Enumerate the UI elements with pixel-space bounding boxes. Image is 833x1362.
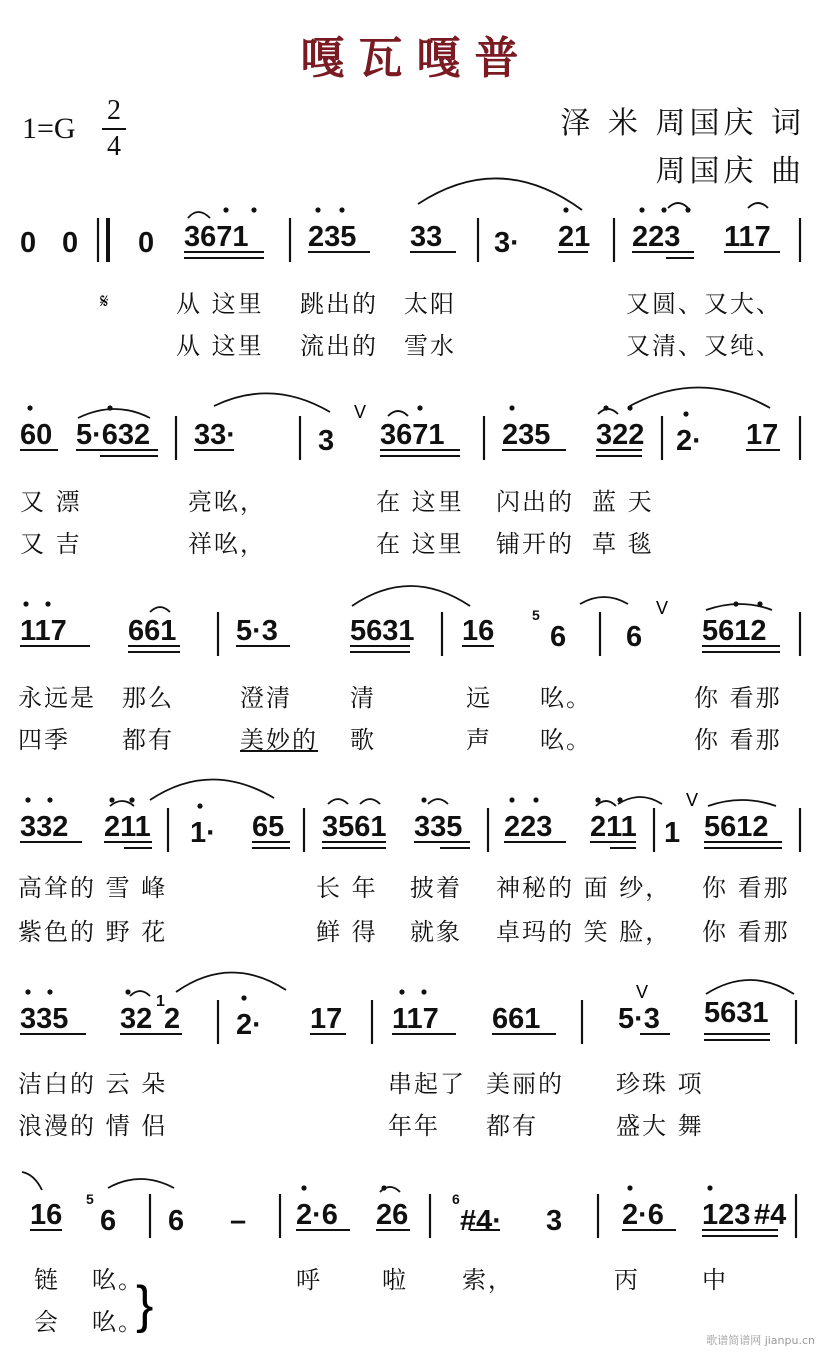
- note: 5·3: [618, 1003, 660, 1035]
- dot: [733, 601, 738, 606]
- dot: [683, 411, 688, 416]
- note: 16: [30, 1199, 63, 1231]
- slur: [428, 799, 448, 804]
- note: 322: [596, 419, 645, 451]
- lyric: 吆。: [540, 726, 592, 754]
- lyric: 洁白的 云 朵: [18, 1070, 168, 1098]
- dot: [757, 601, 762, 606]
- note: 6: [452, 1191, 460, 1207]
- lyric: 卓玛的 笑 脸，: [496, 918, 672, 946]
- slur: [214, 393, 330, 412]
- note: 211: [590, 811, 637, 843]
- lyric: 又清、: [626, 332, 704, 360]
- note: 123: [702, 1199, 751, 1231]
- note: 5·3: [236, 615, 278, 647]
- slur: [360, 799, 380, 804]
- note: 33·: [194, 419, 236, 451]
- dot: [109, 797, 114, 802]
- lyric: 你 看那: [702, 874, 790, 902]
- note: 6: [100, 1205, 117, 1237]
- brace-icon: }: [136, 1276, 154, 1334]
- dot: [421, 797, 426, 802]
- lyric: 披着: [410, 874, 462, 902]
- lyric: 你 看那: [694, 684, 782, 712]
- meter-top: 2: [107, 95, 121, 126]
- note: 5612: [702, 615, 767, 647]
- breath-mark: V: [354, 402, 367, 422]
- dot: [129, 797, 134, 802]
- lyric: 声: [466, 726, 492, 754]
- lyric: 又 漂: [20, 488, 82, 516]
- lyric: 亮吆，: [188, 488, 266, 516]
- dot: [241, 995, 246, 1000]
- composer-credit: 周国庆 曲: [655, 154, 805, 189]
- lyric: 链: [34, 1266, 60, 1294]
- lyric: 神秘的 面 纱，: [496, 874, 672, 902]
- lyric: 在 这里: [376, 530, 464, 558]
- note: 17: [310, 1003, 343, 1035]
- note: 117: [392, 1003, 439, 1035]
- note: 661: [492, 1003, 541, 1035]
- note: 0: [62, 227, 79, 259]
- lyric: 丙: [614, 1266, 640, 1294]
- note: 3671: [184, 221, 249, 253]
- lyric: 又圆、: [626, 290, 704, 318]
- note: 3671: [380, 419, 445, 451]
- lyricist-credit: 泽 米 周国庆 词: [560, 106, 805, 141]
- lyric: 就象: [410, 918, 462, 946]
- lyric: 呼: [296, 1266, 322, 1294]
- lyric: 祥吆，: [188, 530, 266, 558]
- note: 2: [164, 1003, 181, 1035]
- note: 117: [724, 221, 771, 253]
- note: 1: [156, 993, 165, 1010]
- slur: [708, 800, 776, 806]
- lyric: 雪水: [404, 332, 456, 360]
- lyric: 流出的: [300, 332, 378, 360]
- note: 16: [462, 615, 495, 647]
- dot: [399, 989, 404, 994]
- dot: [421, 989, 426, 994]
- breath-mark: V: [636, 982, 649, 1002]
- lyric: 美妙的: [240, 726, 318, 754]
- slur: [328, 799, 348, 804]
- note: 223: [632, 221, 681, 253]
- lyric: 澄清: [240, 684, 292, 712]
- note: #4·: [460, 1205, 502, 1237]
- lyric: 四季: [18, 726, 70, 754]
- note: 211: [104, 811, 151, 843]
- dot: [381, 1185, 386, 1190]
- dot: [627, 1185, 632, 1190]
- lyric: 会: [34, 1308, 60, 1336]
- dot: [47, 797, 52, 802]
- lyric: 草 毯: [592, 530, 654, 558]
- lyric: 闪出的: [496, 488, 574, 516]
- breath-mark: V: [656, 598, 669, 618]
- dot: [47, 989, 52, 994]
- note: 21: [558, 221, 591, 253]
- lyric: 吆。: [540, 684, 592, 712]
- dot: [685, 207, 690, 212]
- slur: [598, 409, 618, 414]
- note: 17: [746, 419, 779, 451]
- slur: [150, 779, 274, 800]
- dot: [315, 207, 320, 212]
- slur: [108, 1179, 174, 1188]
- note: 1·: [190, 817, 216, 849]
- note: 5·632: [76, 419, 151, 451]
- lyric: 你 看那: [694, 726, 782, 754]
- note: 6: [168, 1205, 185, 1237]
- segno-icon: 𝄋: [100, 291, 109, 313]
- note: 117: [20, 615, 67, 647]
- lyric: 清: [350, 684, 376, 712]
- note: 2·6: [622, 1199, 664, 1231]
- note: 335: [20, 1003, 69, 1035]
- watermark: 歌谱简谱网 jianpu.cn: [706, 1334, 815, 1347]
- note: 26: [376, 1199, 409, 1231]
- lyric: 远: [466, 684, 492, 712]
- dot: [45, 601, 50, 606]
- dot: [125, 989, 130, 994]
- note: 6: [626, 621, 643, 653]
- dot: [197, 803, 202, 808]
- slur: [630, 387, 770, 408]
- note: 223: [504, 811, 553, 843]
- dot: [509, 797, 514, 802]
- lyric: 吆。: [92, 1308, 144, 1336]
- dot: [27, 405, 32, 410]
- lyric: 串起了: [388, 1070, 466, 1098]
- slur: [418, 178, 582, 210]
- note: 3561: [322, 811, 387, 843]
- slur: [22, 1172, 42, 1190]
- dot: [617, 797, 622, 802]
- slur: [706, 980, 794, 994]
- note: 5631: [704, 997, 769, 1029]
- lyric: 太阳: [404, 290, 456, 318]
- lyric: 珍珠 项: [616, 1070, 704, 1098]
- slur: [150, 607, 170, 612]
- note: 235: [308, 221, 357, 253]
- dot: [23, 601, 28, 606]
- dot: [25, 989, 30, 994]
- lyric: 索，: [462, 1266, 514, 1294]
- lyric: 蓝 天: [592, 488, 654, 516]
- lyric: 又 吉: [20, 530, 82, 558]
- lyric: 中: [702, 1266, 728, 1294]
- dot: [251, 207, 256, 212]
- note: 65: [252, 811, 285, 843]
- note: 3: [546, 1205, 563, 1237]
- dot: [639, 207, 644, 212]
- slur: [748, 203, 768, 208]
- lyric: 在 这里: [376, 488, 464, 516]
- note: 60: [20, 419, 53, 451]
- lyric: 那么: [122, 684, 174, 712]
- note: 1: [664, 817, 681, 849]
- lyric: 从 这里: [176, 290, 264, 318]
- slur: [388, 411, 408, 416]
- note: 2·6: [296, 1199, 338, 1231]
- lyric: 又纯、: [704, 332, 782, 360]
- lyric: 又大、: [704, 290, 782, 318]
- key-signature: 1=G: [22, 112, 76, 145]
- dot: [107, 405, 112, 410]
- lyric: 歌: [350, 726, 376, 754]
- note: 6: [550, 621, 567, 653]
- lyric: 都有: [122, 726, 174, 754]
- dot: [339, 207, 344, 212]
- lyric: 啦: [382, 1266, 408, 1294]
- note: –: [230, 1205, 247, 1237]
- slur: [176, 972, 286, 992]
- dot: [661, 207, 666, 212]
- note: 2·: [236, 1009, 262, 1041]
- note: 335: [414, 811, 463, 843]
- note: 235: [502, 419, 551, 451]
- dot: [301, 1185, 306, 1190]
- lyric: 鲜 得: [316, 918, 378, 946]
- song-title: 嘎瓦嘎普: [300, 33, 533, 84]
- slur: [130, 991, 150, 996]
- dot: [627, 405, 632, 410]
- lyric: 长 年: [316, 874, 378, 902]
- lyric: 盛大 舞: [616, 1112, 704, 1140]
- lyric: 都有: [486, 1112, 538, 1140]
- note: 2·: [676, 425, 702, 457]
- note: 32: [120, 1003, 153, 1035]
- dot: [603, 405, 608, 410]
- dot: [25, 797, 30, 802]
- lyric: 吆。: [92, 1266, 144, 1294]
- slur: [352, 586, 470, 606]
- lyric: 高耸的 雪 峰: [18, 874, 168, 902]
- note: 332: [20, 811, 69, 843]
- lyric: 跳出的: [300, 290, 378, 318]
- breath-mark: V: [686, 790, 699, 810]
- slur: [580, 597, 628, 604]
- note: 3: [318, 425, 335, 457]
- lyric: 铺开的: [496, 530, 574, 558]
- note: 0: [138, 227, 155, 259]
- slur: [78, 409, 150, 418]
- lyric: 美丽的: [486, 1070, 564, 1098]
- dot: [563, 207, 568, 212]
- lyric: 从 这里: [176, 332, 264, 360]
- lyric: 你 看那: [702, 918, 790, 946]
- note: 3·: [494, 227, 520, 259]
- dot: [223, 207, 228, 212]
- dot: [417, 405, 422, 410]
- slur: [668, 203, 688, 208]
- note: 5612: [704, 811, 769, 843]
- note: 661: [128, 615, 177, 647]
- note: 5: [86, 1191, 94, 1207]
- meter-bottom: 4: [107, 131, 121, 162]
- slur: [188, 212, 210, 218]
- note: 5631: [350, 615, 415, 647]
- note: #4: [754, 1199, 787, 1231]
- lyric: 永远是: [18, 684, 96, 712]
- slur: [618, 797, 662, 804]
- lyric: 紫色的 野 花: [18, 918, 168, 946]
- dot: [595, 797, 600, 802]
- note: 0: [20, 227, 37, 259]
- note: 33: [410, 221, 443, 253]
- dot: [533, 797, 538, 802]
- lyric: 年年: [388, 1112, 440, 1140]
- note: 5: [532, 607, 540, 623]
- dot: [707, 1185, 712, 1190]
- dot: [509, 405, 514, 410]
- lyric: 浪漫的 情 侣: [18, 1112, 168, 1140]
